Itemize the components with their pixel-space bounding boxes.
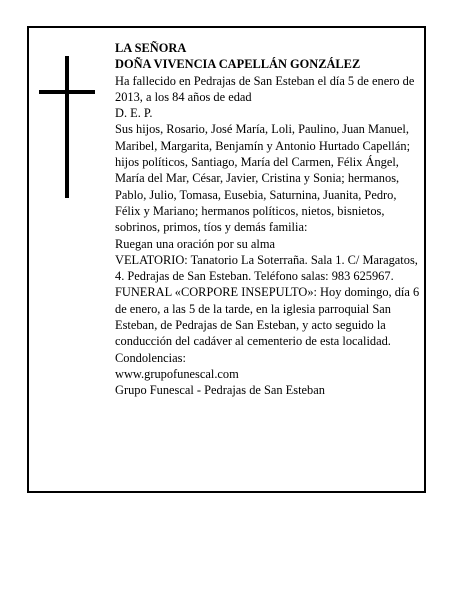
- family-list: Sus hijos, Rosario, José María, Loli, Paulino, Juan Manuel, Maribel, Margarita, Benjamín y Antonio Hurtado Capellán; hijos políticos, Santiago, María del Carmen, Félix Ángel, María del Mar, César, Javier, Cristina y Sonia; hermanos, Pablo, Julio, Tomasa, Eusebia, Saturnina, Juanita, Pedro, Félix y Mariano; hermanos políticos, nietos, bisnietos, sobrinos, primos, tíos y demás familia:: [115, 122, 411, 235]
- condolences-website: www.grupofunescal.com: [115, 366, 239, 381]
- latin-cross-icon: [39, 56, 95, 198]
- funeral-info: FUNERAL «CORPORE INSEPULTO»: Hoy domingo, día 6 de enero, a las 5 de la tarde, en la iglesia parroquial San Esteban, de Pedrajas de San Esteban, y acto seguido la conducción del cadáver al cementerio de esta localidad. Condolencias:: [115, 285, 420, 365]
- obituary-text: [115, 40, 421, 399]
- cross-vertical-bar: [65, 56, 69, 198]
- dep-text: D. E. P.: [115, 106, 153, 121]
- death-info: Ha fallecido en Pedrajas de San Esteban el día 5 de enero de 2013, a los 84 años de edad: [115, 73, 415, 104]
- deceased-name: DOÑA VIVENCIA CAPELLÁN GONZÁLEZ: [115, 57, 361, 72]
- velatorio-info: VELATORIO: Tanatorio La Soterraña. Sala 1. C/ Maragatos, 4. Pedrajas de San Esteban. Teléfono salas: 983 625967.: [115, 252, 418, 284]
- cross-horizontal-bar: [39, 90, 95, 94]
- obituary-notice: [27, 26, 426, 493]
- prayer-request: Ruegan una oración por su alma: [115, 236, 275, 251]
- notice-title: LA SEÑORA: [115, 41, 187, 55]
- funeral-company: Grupo Funescal - Pedrajas de San Esteban: [115, 383, 325, 398]
